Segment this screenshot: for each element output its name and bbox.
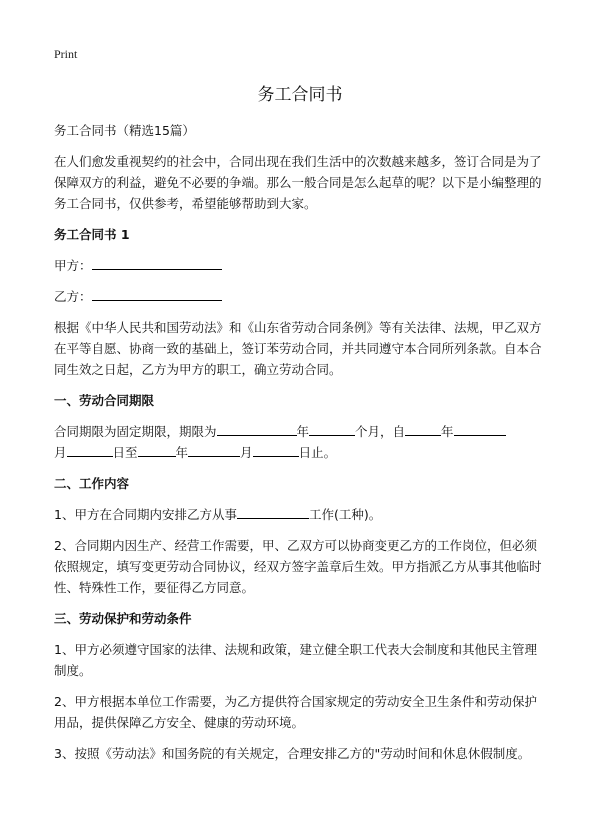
party-b-line (54, 286, 546, 307)
legal-basis-paragraph: 根据《中华人民共和国劳动法》和《山东省劳动合同条例》等有关法律、法规，甲乙双方在平等自愿、协商一致的基础上，签订苯劳动合同，并共同遵守本合同所列条款。自本合同生效之日起，乙方为甲方的职工，确立劳动合同。 (54, 320, 542, 377)
term-text: 日至 (112, 445, 138, 460)
job-type-blank (237, 504, 309, 519)
term-blank (217, 421, 297, 436)
section-title: 务工合同书 1 (54, 227, 130, 242)
party-a-line (54, 255, 546, 276)
term-text: 个月，自 (355, 424, 406, 439)
intro-paragraph: 在人们愈发重视契约的社会中，合同出现在我们生活中的次数越来越多，签订合同是为了保障双方的利益，避免不必要的争端。那么一般合同是怎么起草的呢？以下是小编整理的务工合同书，仅供参考，希望能够帮助到大家。 (54, 154, 542, 211)
term-blank (253, 442, 299, 457)
subtitle: 务工合同书（精选15篇） (54, 123, 195, 138)
condition-item-3: 3、按照《劳动法》和国务院的有关规定，合理安排乙方的"劳动时间和休息休假制度。 (54, 746, 531, 761)
print-link[interactable]: Print (54, 47, 78, 61)
heading-labor-protection: 三、劳动保护和劳动条件 (54, 611, 192, 626)
term-text: 月 (54, 445, 67, 460)
document-body (54, 120, 546, 774)
party-b-blank (92, 286, 222, 301)
party-a-blank (92, 255, 222, 270)
work-item-1-suffix: 工作(工种)。 (308, 507, 382, 522)
condition-item-2: 2、甲方根据本单位工作需要，为乙方提供符合国家规定的劳动安全卫生条件和劳动保护用品，提供保障乙方安全、健康的劳动环境。 (54, 694, 537, 730)
document-title: 务工合同书 (257, 85, 343, 105)
party-a-label: 甲方： (54, 258, 92, 273)
contract-term-paragraph (54, 421, 546, 463)
term-text: 年 (296, 424, 310, 439)
heading-work-content: 二、工作内容 (54, 476, 130, 491)
term-text: 合同期限为固定期限，期限为 (54, 424, 217, 439)
party-b-label: 乙方： (54, 289, 92, 304)
term-text: 日止。 (298, 445, 337, 460)
term-blank (309, 421, 355, 436)
term-text: 年 (175, 445, 189, 460)
term-blank (454, 421, 506, 436)
work-item-2: 2、合同期内因生产、经营工作需要，甲、乙双方可以协商变更乙方的工作岗位，但必须依照规定，填写变更劳动合同协议，经双方签字盖章后生效。甲方指派乙方从事其他临时性、特殊性工作，要征得乙方同意。 (54, 538, 542, 595)
term-text: 年 (441, 424, 454, 439)
term-blank (188, 442, 240, 457)
heading-contract-term: 一、劳动合同期限 (54, 393, 155, 408)
work-item-1 (54, 504, 546, 525)
condition-item-1: 1、甲方必须遵守国家的法律、法规和政策，建立健全职工代表大会制度和其他民主管理制度。 (54, 642, 537, 678)
term-text: 月 (240, 445, 253, 460)
work-item-1-text: 1、甲方在合同期内安排乙方从事 (54, 507, 237, 522)
term-blank (67, 442, 113, 457)
term-blank (405, 421, 441, 436)
term-blank (138, 442, 176, 457)
